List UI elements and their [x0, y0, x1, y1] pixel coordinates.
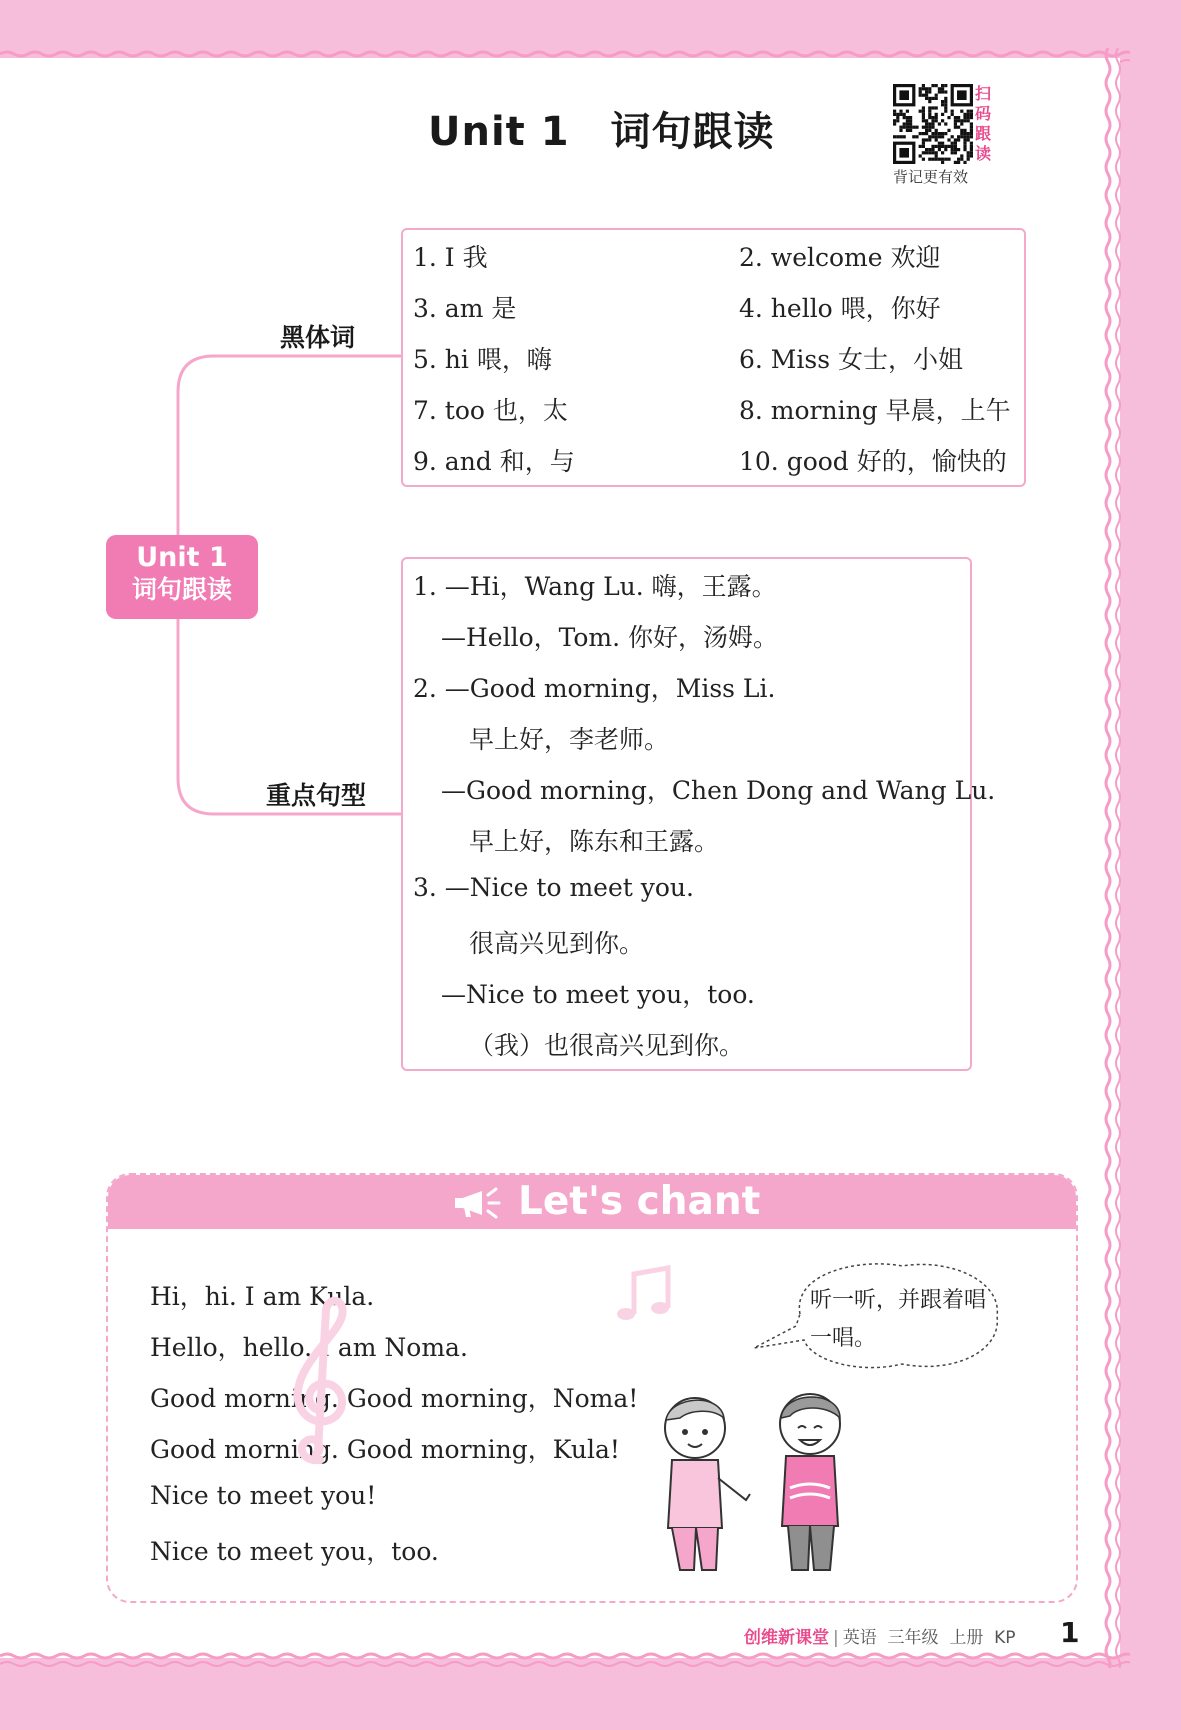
chant-line: Hello，hello. I am Noma. — [150, 1333, 468, 1362]
pattern-line: —Good morning，Chen Dong and Wang Lu. — [441, 776, 996, 805]
pattern-line: 3. —Nice to meet you. — [413, 873, 694, 902]
center-badge-line2: 词句跟读 — [131, 575, 232, 604]
chant-line: Nice to meet you! — [150, 1481, 377, 1510]
vocab-item: 4. hello 喂，你好 — [739, 294, 941, 323]
pattern-line: 早上好，李老师。 — [469, 725, 670, 754]
vocab-branch-label: 黑体词 — [280, 323, 356, 352]
pattern-box — [401, 557, 996, 1071]
pattern-line: 2. —Good morning，Miss Li. — [413, 674, 776, 703]
pattern-line: —Hello，Tom. 你好，汤姆。 — [441, 623, 779, 652]
chant-line: Good morning. Good morning，Kula! — [150, 1435, 620, 1464]
vocab-item: 7. too 也，太 — [413, 396, 568, 425]
chant-title: Let's chant — [518, 1179, 761, 1224]
megaphone-icon — [452, 1183, 512, 1223]
page-number: 1 — [1060, 1616, 1080, 1649]
bottom-wave-border — [0, 1648, 1130, 1672]
pattern-branch-label: 重点句型 — [266, 781, 367, 810]
center-badge-line1: Unit 1 — [136, 542, 228, 573]
qr-side-label: 扫码跟读 — [975, 84, 992, 163]
children-illustration — [650, 1388, 870, 1573]
vocab-item: 3. am 是 — [413, 294, 517, 323]
chant-line: Good morning. Good morning，Noma! — [150, 1384, 639, 1413]
footer-separator: | — [833, 1628, 839, 1648]
footer — [744, 1623, 1016, 1648]
pattern-line: —Nice to meet you，too. — [441, 980, 755, 1009]
chant-line: Nice to meet you，too. — [150, 1537, 439, 1566]
vocab-item: 9. and 和，与 — [413, 447, 575, 476]
vocab-item: 6. Miss 女士，小姐 — [739, 345, 963, 374]
vocab-item: 1. I 我 — [413, 243, 488, 272]
speech-bubble-text: 听一听，并跟着唱一唱。 — [810, 1288, 987, 1351]
footer-brand: 创维新课堂 — [744, 1628, 829, 1648]
pattern-line: （我）也很高兴见到你。 — [469, 1031, 745, 1060]
page-title: Unit 1 词句跟读 — [428, 109, 775, 155]
vocab-item: 8. morning 早晨，上午 — [739, 396, 1011, 425]
vocab-box — [401, 228, 1026, 487]
pattern-line: 很高兴见到你。 — [469, 929, 645, 958]
footer-info: 英语 三年级 上册 KP — [842, 1628, 1016, 1648]
mindmap-center-badge — [106, 535, 258, 619]
qr-note: 背记更有效 — [893, 168, 969, 186]
vocab-item: 5. hi 喂，嗨 — [413, 345, 552, 374]
music-note-icon — [612, 1262, 676, 1326]
vocab-item: 10. good 好的，愉快的 — [739, 447, 1007, 476]
chant-header — [108, 1175, 1076, 1229]
treble-clef-icon — [272, 1290, 362, 1470]
vocab-item: 2. welcome 欢迎 — [739, 243, 941, 272]
chant-panel — [106, 1173, 1078, 1603]
pattern-line: 早上好，陈东和王露。 — [469, 827, 720, 856]
pattern-line: 1. —Hi，Wang Lu. 嗨，王露。 — [413, 572, 777, 601]
chant-line: Hi，hi. I am Kula. — [150, 1282, 375, 1311]
